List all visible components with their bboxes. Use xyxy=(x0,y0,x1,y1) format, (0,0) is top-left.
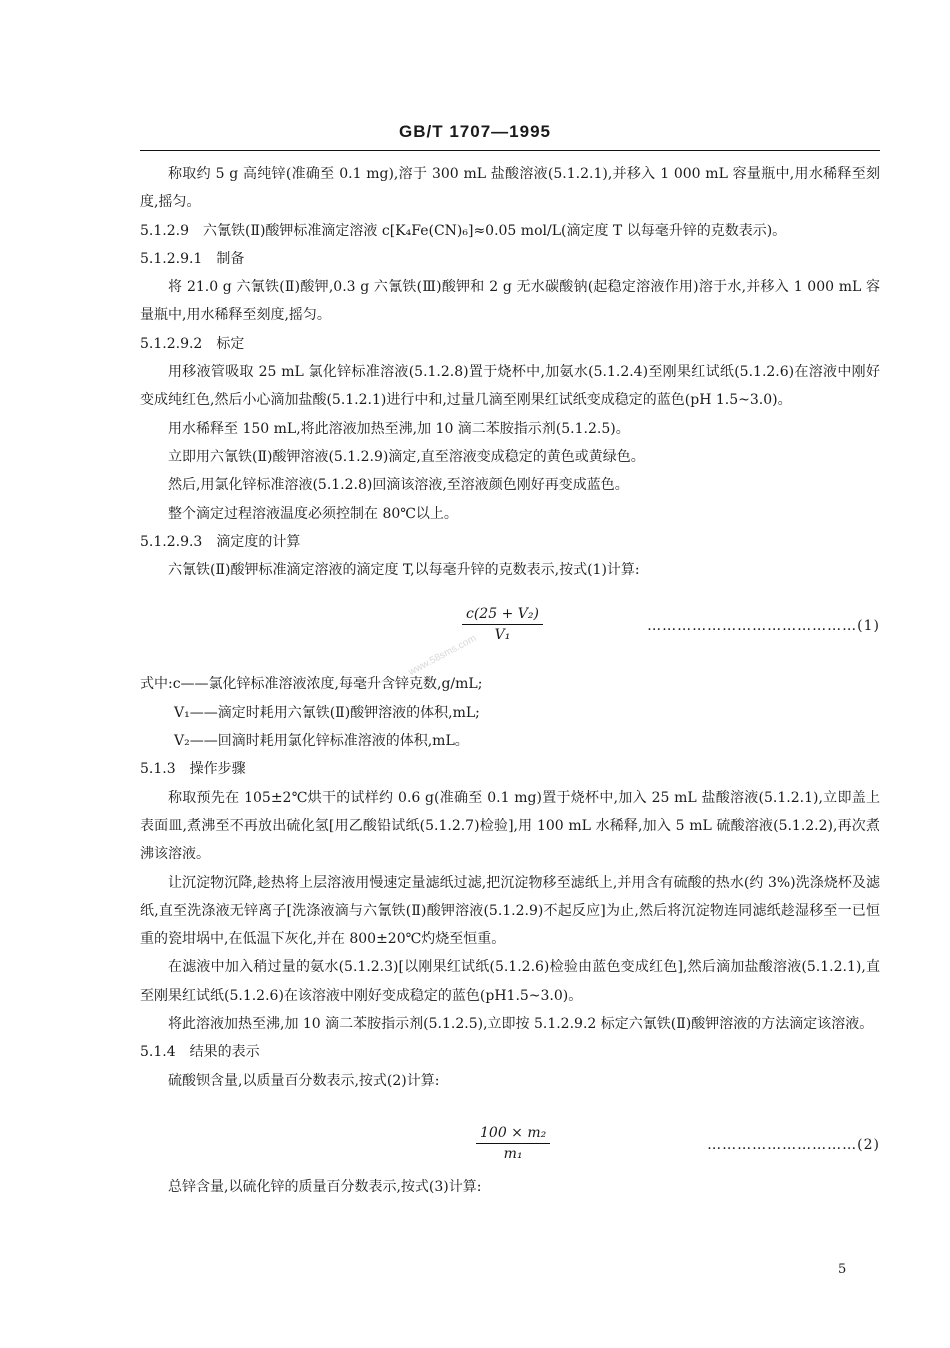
paragraph: 将 21.0 g 六氰铁(Ⅱ)酸钾,0.3 g 六氰铁(Ⅲ)酸钾和 2 g 无水碳酸钠(起稳定溶液作用)溶于水,并移入 1 000 mL 容量瓶中,用水稀释至刻度,摇匀。 xyxy=(140,279,880,324)
paragraph: 立即用六氰铁(Ⅱ)酸钾溶液(5.1.2.9)滴定,直至溶液变成稳定的黄色或黄绿色。 xyxy=(168,448,645,465)
section-title: 操作步骤 xyxy=(189,761,246,778)
section-heading-5-1-2-9-2 xyxy=(140,330,880,358)
paragraph: 六氰铁(Ⅱ)酸钾标准滴定溶液的滴定度 T,以每毫升锌的克数表示,按式(1)计算: xyxy=(168,562,640,579)
section-title: 标定 xyxy=(216,335,245,352)
formula-2 xyxy=(140,1103,880,1173)
section-title: 六氰铁(Ⅱ)酸钾标准滴定溶液 c[K₄Fe(CN)₆]≈0.05 mol/L(滴定度 T 以每毫升锌的克数表示)。 xyxy=(202,222,787,239)
paragraph: 用移液管吸取 25 mL 氯化锌标准溶液(5.1.2.8)置于烧杯中,加氨水(5.1.2.4)至刚果红试纸(5.1.2.6)在溶液中刚好变成纯红色,然后小心滴加盐酸(5.1.2.1)进行中和,过量几滴至刚果红试纸变成稳定的蓝色(pH 1.5~3.0)。 xyxy=(140,364,880,409)
formula-numerator: c(25 + V₂) xyxy=(466,606,539,623)
paragraph: 用水稀释至 150 mL,将此溶液加热至沸,加 10 滴二苯胺指示剂(5.1.2.5)。 xyxy=(168,420,630,437)
section-title: 滴定度的计算 xyxy=(216,533,301,550)
section-heading-5-1-2-9 xyxy=(140,217,880,245)
section-number: 5.1.2.9.1 xyxy=(140,250,203,267)
formula-fraction xyxy=(462,604,543,645)
section-heading-5-1-2-9-1 xyxy=(140,245,880,273)
formula-numerator: 100 × m₂ xyxy=(480,1124,547,1141)
formula-1 xyxy=(140,584,880,670)
variable-definition: V₁——滴定时耗用六氰铁(Ⅱ)酸钾溶液的体积,mL; xyxy=(174,704,480,721)
variable-definition: V₂——回滴时耗用氯化锌标准溶液的体积,mL。 xyxy=(174,733,469,750)
watermark: www.58sms.com xyxy=(406,633,479,678)
formula-denominator: m₁ xyxy=(503,1145,523,1162)
paragraph: 让沉淀物沉降,趁热将上层溶液用慢速定量滤纸过滤,把沉淀物移至滤纸上,并用含有硫酸的热水(约 3%)洗涤烧杯及滤纸,直至洗涤液无锌离子[洗涤液滴与六氰铁(Ⅱ)酸钾溶液(5.1.2.9)不起反应]为止,然后将沉淀物连同滤纸趁湿移至一已恒重的瓷坩埚中,在低温下灰化,并在 800±20℃灼烧至恒重。 xyxy=(140,874,880,948)
equation-number: ……………………………………(1) xyxy=(647,618,880,635)
paragraph: 称取预先在 105±2℃烘干的试样约 0.6 g(准确至 0.1 mg)置于烧杯中,加入 25 mL 盐酸溶液(5.1.2.1),立即盖上表面皿,煮沸至不再放出硫化氢[用乙酸铅试纸(5.1.2.7)检验],用 100 mL 水稀释,加入 5 mL 硫酸溶液(5.1.2.2),再次煮沸该溶液。 xyxy=(140,789,880,863)
paragraph: 在滤液中加入稍过量的氨水(5.1.2.3)[以刚果红试纸(5.1.2.6)检验由蓝色变成红色],然后滴加盐酸溶液(5.1.2.1),直至刚果红试纸(5.1.2.6)在该溶液中刚好变成稳定的蓝色(pH1.5~3.0)。 xyxy=(140,959,880,1004)
section-number: 5.1.2.9 xyxy=(140,222,189,239)
header-rule xyxy=(140,150,880,151)
variable-definition: 式中:c——氯化锌标准溶液浓度,每毫升含锌克数,g/mL; xyxy=(140,676,483,693)
section-heading-5-1-2-9-3 xyxy=(140,528,880,556)
formula-denominator: V₁ xyxy=(494,627,511,644)
section-title: 结果的表示 xyxy=(189,1044,260,1061)
section-number: 5.1.4 xyxy=(140,1044,176,1061)
page-number: 5 xyxy=(838,1262,847,1277)
paragraph: 然后,用氯化锌标准溶液(5.1.2.8)回滴该溶液,至溶液颜色刚好再变成蓝色。 xyxy=(168,477,629,494)
equation-number: …………………………(2) xyxy=(707,1136,880,1153)
document-body xyxy=(140,160,880,1201)
section-heading-5-1-4 xyxy=(140,1038,880,1066)
paragraph: 整个滴定过程溶液温度必须控制在 80℃以上。 xyxy=(168,505,458,522)
paragraph: 硫酸钡含量,以质量百分数表示,按式(2)计算: xyxy=(168,1072,440,1089)
section-number: 5.1.2.9.3 xyxy=(140,533,203,550)
section-title: 制备 xyxy=(216,250,245,267)
paragraph: 将此溶液加热至沸,加 10 滴二苯胺指示剂(5.1.2.5),立即按 5.1.2.9.2 标定六氰铁(Ⅱ)酸钾溶液的方法滴定该溶液。 xyxy=(168,1016,874,1033)
formula-fraction xyxy=(476,1123,550,1164)
paragraph: 称取约 5 g 高纯锌(准确至 0.1 mg),溶于 300 mL 盐酸溶液(5.1.2.1),并移入 1 000 mL 容量瓶中,用水稀释至刻度,摇匀。 xyxy=(140,166,880,211)
section-number: 5.1.2.9.2 xyxy=(140,335,203,352)
section-heading-5-1-3 xyxy=(140,755,880,783)
paragraph: 总锌含量,以硫化锌的质量百分数表示,按式(3)计算: xyxy=(168,1178,482,1195)
section-number: 5.1.3 xyxy=(140,761,176,778)
standard-header: GB/T 1707—1995 xyxy=(399,122,551,141)
